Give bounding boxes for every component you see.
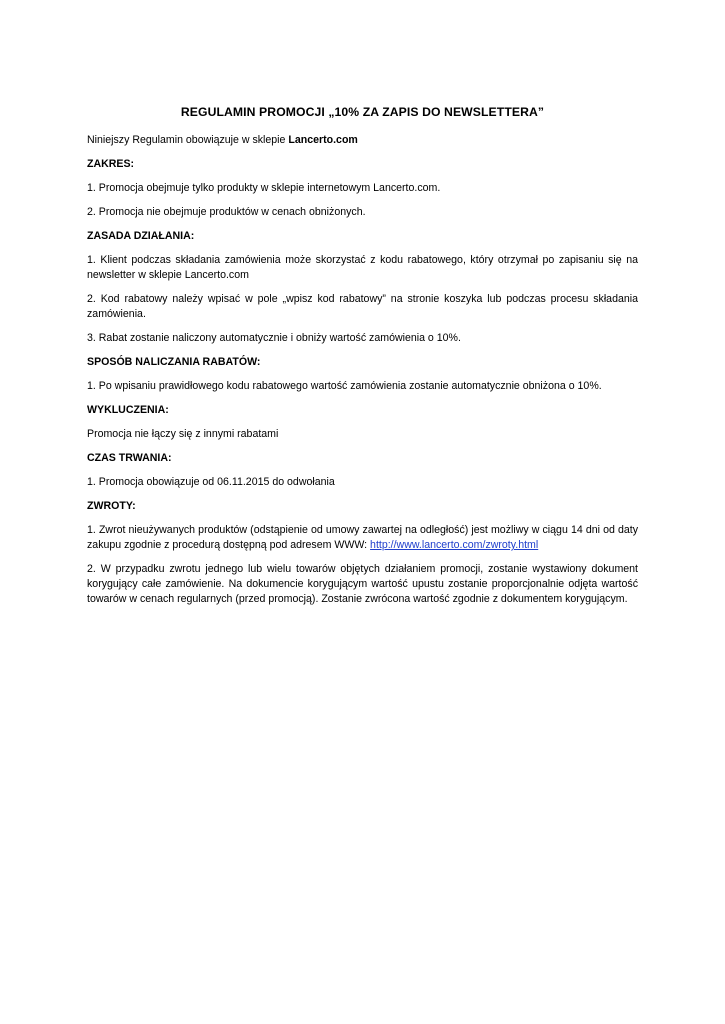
czas-item-1: 1. Promocja obowiązuje od 06.11.2015 do odwołania: [87, 476, 335, 488]
zwroty-item-2: 2. W przypadku zwrotu jednego lub wielu towarów objętych działaniem promocji, zostanie wystawiony dokument korygujący całe zamówienie. Na dokumencie korygującym wartość upustu zostanie proporcjonalnie odjęta wartość towarów w cenach regularnych (przed promocją). Zostanie zwrócona wartość zgodnie z dokumentem korygującym.: [87, 563, 638, 605]
section-heading-zasada: ZASADA DZIAŁANIA:: [87, 230, 195, 242]
zakres-item-2: 2. Promocja nie obejmuje produktów w cenach obniżonych.: [87, 206, 366, 218]
document-title: REGULAMIN PROMOCJI „10% ZA ZAPIS DO NEWSLETTERA”: [180, 105, 545, 119]
intro-text: Niniejszy Regulamin obowiązuje w sklepie: [87, 134, 289, 146]
wykluczenia-item-1: Promocja nie łączy się z innymi rabatami: [87, 428, 279, 440]
intro-paragraph: [87, 133, 638, 148]
zwroty-link[interactable]: http://www.lancerto.com/zwroty.html: [370, 539, 539, 551]
document-page: [87, 104, 638, 616]
zasada-item-3: 3. Rabat zostanie naliczony automatycznie i obniży wartość zamówienia o 10%.: [87, 332, 461, 344]
section-heading-zwroty: ZWROTY:: [87, 500, 136, 512]
section-heading-wykluczenia: WYKLUCZENIA:: [87, 404, 169, 416]
section-heading-sposob: SPOSÓB NALICZANIA RABATÓW:: [87, 356, 261, 368]
zwroty-item-1-text: 1. Zwrot nieużywanych produktów (odstąpienie od umowy zawartej na odległość) jest możliwy w ciągu 14 dni od daty zakupu zgodnie z procedurą dostępną pod adresem WWW:: [87, 524, 638, 551]
section-heading-zakres: ZAKRES:: [87, 158, 135, 170]
zakres-item-1: 1. Promocja obejmuje tylko produkty w sklepie internetowym Lancerto.com.: [87, 182, 441, 194]
intro-brand: Lancerto.com: [288, 134, 358, 146]
sposob-item-1: 1. Po wpisaniu prawidłowego kodu rabatowego wartość zamówienia zostanie automatycznie obniżona o 10%.: [87, 380, 602, 392]
section-heading-czas: CZAS TRWANIA:: [87, 452, 172, 464]
zasada-item-1: 1. Klient podczas składania zamówienia może skorzystać z kodu rabatowego, który otrzymał po zapisaniu się na newsletter w sklepie Lancerto.com: [87, 254, 638, 281]
zwroty-item-1: [87, 523, 638, 553]
zasada-item-2: 2. Kod rabatowy należy wpisać w pole „wpisz kod rabatowy” na stronie koszyka lub podczas procesu składania zamówienia.: [87, 293, 638, 320]
